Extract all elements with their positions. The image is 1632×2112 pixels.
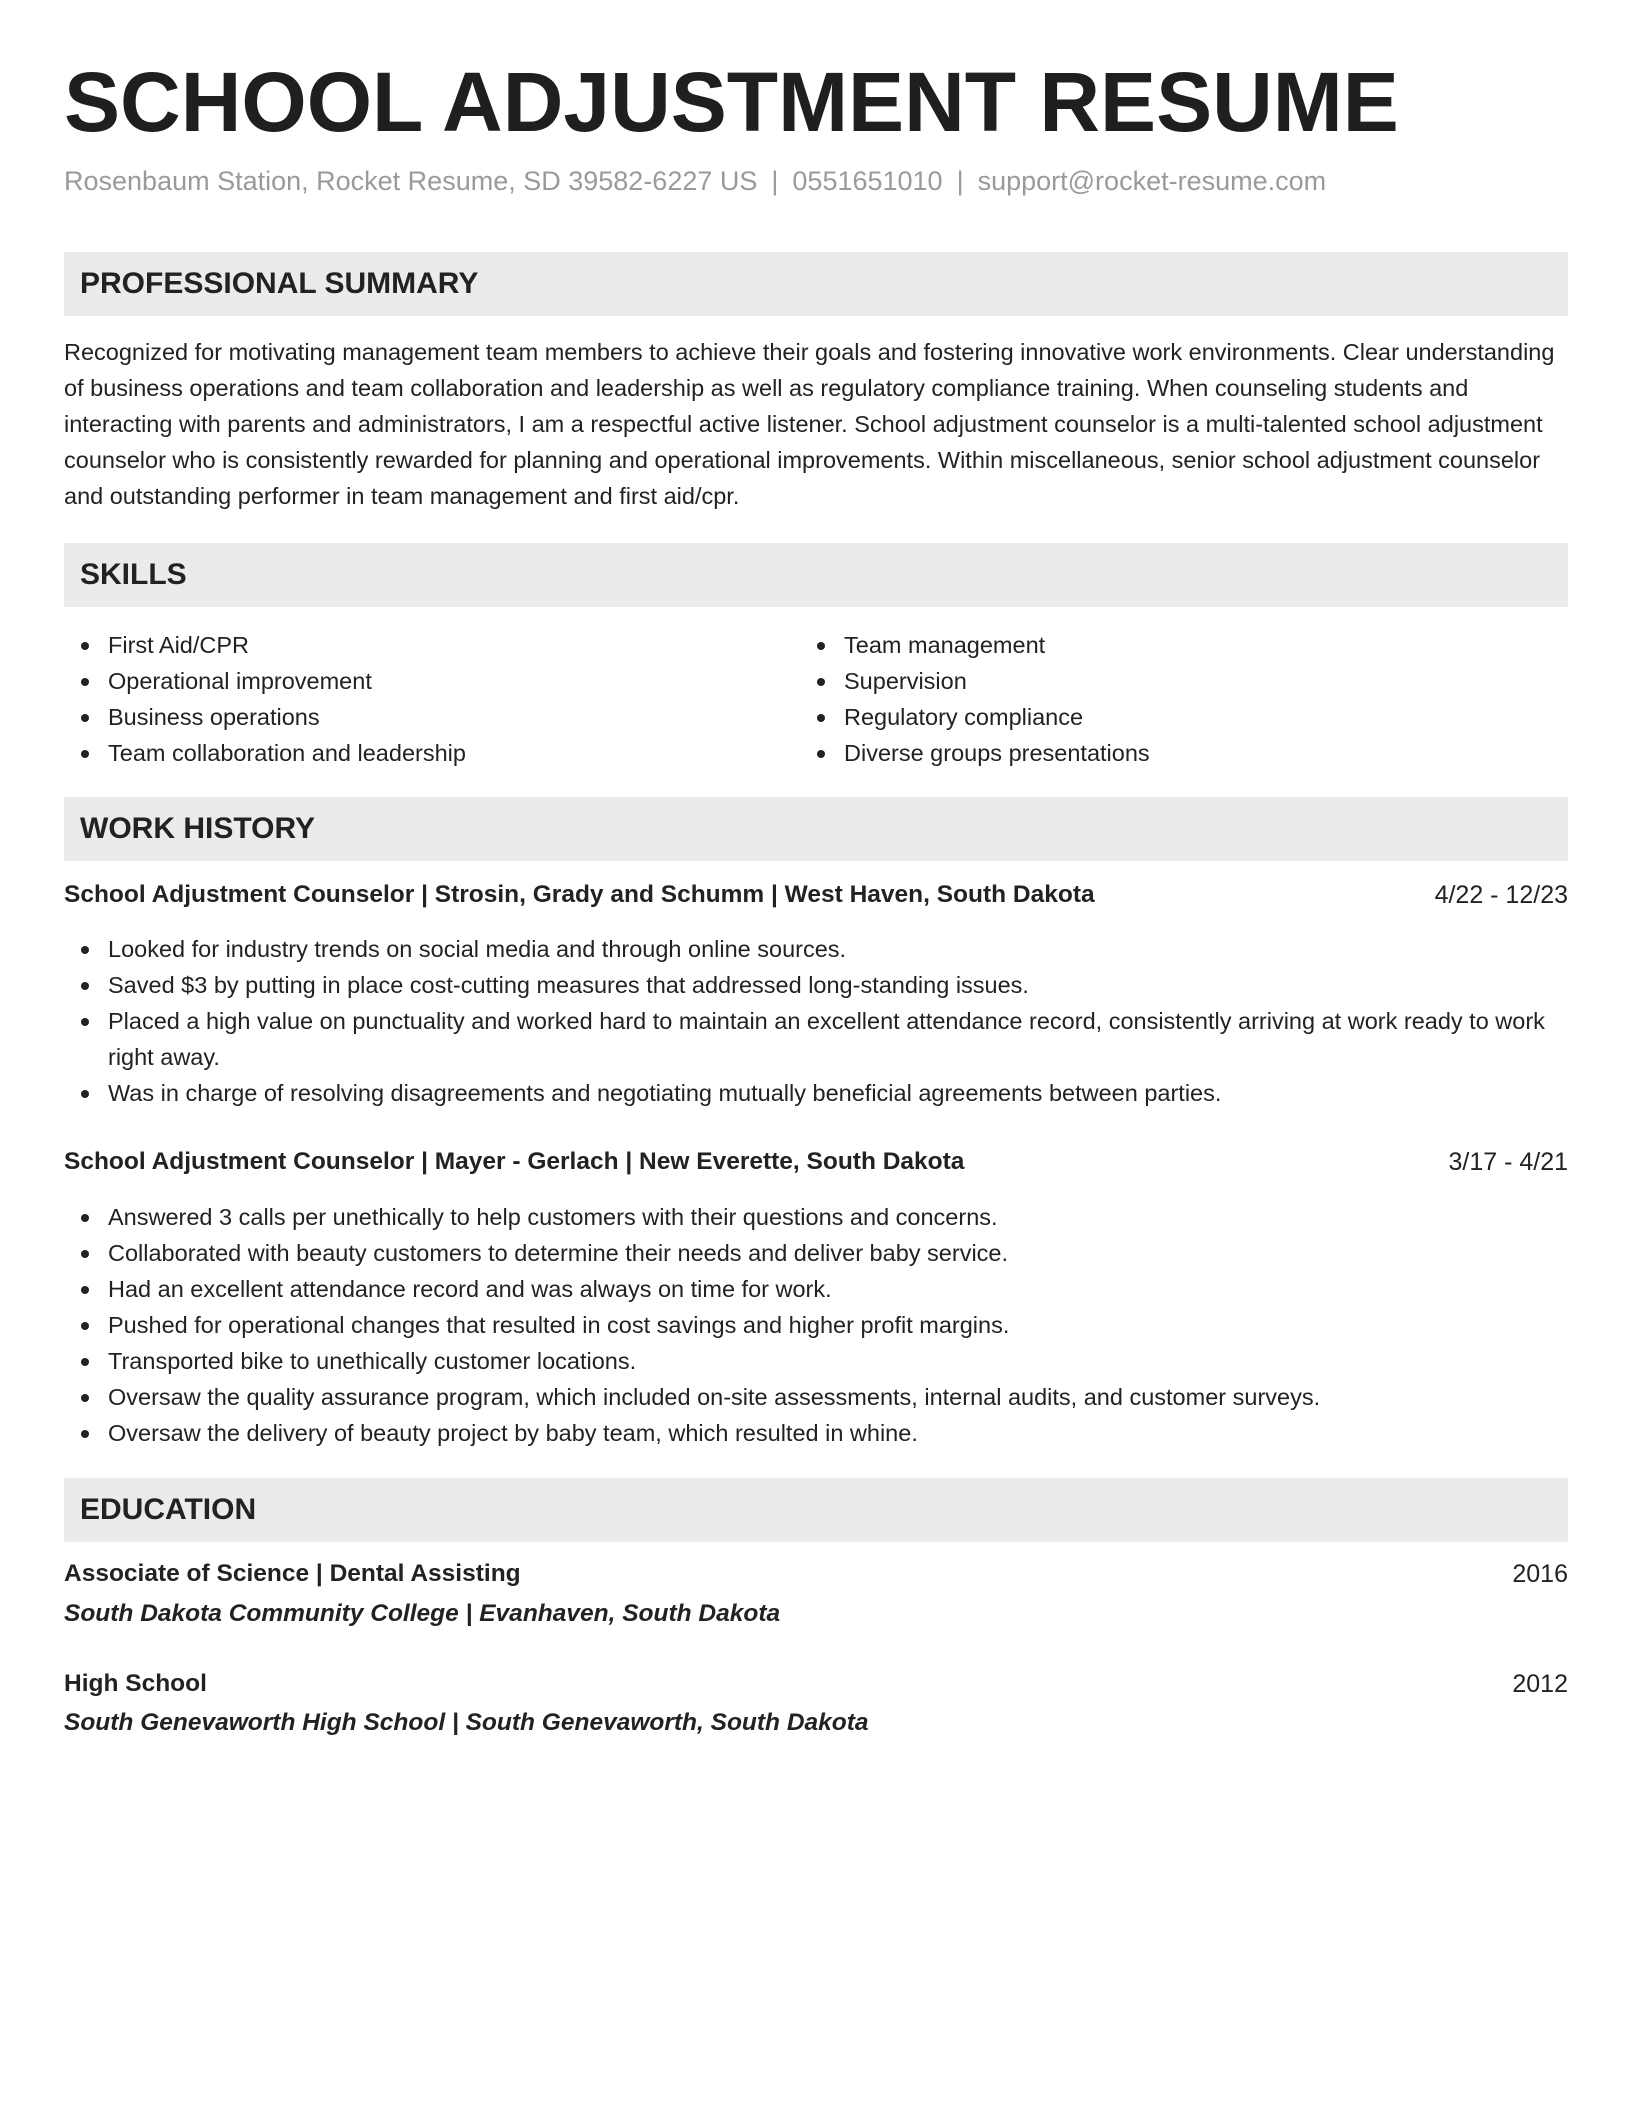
skills-column-right bbox=[800, 627, 1500, 771]
summary-text: Recognized for motivating management team members to achieve their goals and fostering innovative work environments. Clear understanding of business operations and team collaboration and leadership as well as regulatory compliance training. When counseling students and interacting with parents and administrators, I am a respectful active listener. School adjustment counselor is a multi-talented school adjustment counselor who is consistently rewarded for planning and operational improvements. Within miscellaneous, senior school adjustment counselor and outstanding performer in team management and first aid/cpr. bbox=[64, 339, 1555, 509]
job-duty-item: Collaborated with beauty customers to determine their needs and deliver baby service. bbox=[64, 1235, 1568, 1271]
job-duties bbox=[64, 1199, 1568, 1451]
education-degree: Associate of Science | Dental Assisting bbox=[64, 1560, 521, 1587]
education-school: South Dakota Community College | Evanhaven, South Dakota bbox=[64, 1600, 781, 1627]
job-duty-item: Was in charge of resolving disagreements and negotiating mutually beneficial agreements between parties. bbox=[64, 1075, 1568, 1111]
job-duty-item: Looked for industry trends on social media and through online sources. bbox=[64, 931, 1568, 967]
job-duty-item: Placed a high value on punctuality and worked hard to maintain an excellent attendance record, consistently arriving at work ready to work right away. bbox=[64, 1003, 1568, 1075]
skill-item: Team management bbox=[800, 627, 1500, 663]
education-year: 2012 bbox=[1512, 1670, 1568, 1698]
job-duty-item: Oversaw the quality assurance program, which included on-site assessments, internal audits, and customer surveys. bbox=[64, 1379, 1568, 1415]
education-school: South Genevaworth High School | South Genevaworth, South Dakota bbox=[64, 1709, 869, 1736]
skill-item: Regulatory compliance bbox=[800, 699, 1500, 735]
section-heading-skills: SKILLS bbox=[64, 543, 1568, 607]
skill-item: Business operations bbox=[64, 699, 764, 735]
contact-phone: 0551651010 bbox=[792, 166, 943, 196]
job-duty-item: Oversaw the delivery of beauty project by baby team, which resulted in whine. bbox=[64, 1415, 1568, 1451]
education-year: 2016 bbox=[1512, 1560, 1568, 1588]
job-duty-item: Transported bike to unethically customer locations. bbox=[64, 1343, 1568, 1379]
section-heading-work: WORK HISTORY bbox=[64, 797, 1568, 861]
resume-name: SCHOOL ADJUSTMENT RESUME bbox=[64, 55, 1399, 149]
skill-item: Team collaboration and leadership bbox=[64, 735, 764, 771]
contact-email: support@rocket-resume.com bbox=[977, 166, 1327, 196]
contact-separator: | bbox=[956, 166, 964, 196]
section-heading-summary: PROFESSIONAL SUMMARY bbox=[64, 252, 1568, 316]
job-title: School Adjustment Counselor | Mayer - Gerlach | New Everette, South Dakota bbox=[64, 1148, 965, 1175]
section-heading-education: EDUCATION bbox=[64, 1478, 1568, 1542]
skills-column-left bbox=[64, 627, 764, 771]
job-duty-item: Answered 3 calls per unethically to help customers with their questions and concerns. bbox=[64, 1199, 1568, 1235]
job-duty-item: Pushed for operational changes that resulted in cost savings and higher profit margins. bbox=[64, 1307, 1568, 1343]
job-duty-item: Saved $3 by putting in place cost-cutting measures that addressed long-standing issues. bbox=[64, 967, 1568, 1003]
skill-item: Diverse groups presentations bbox=[800, 735, 1500, 771]
job-dates: 3/17 - 4/21 bbox=[1448, 1148, 1568, 1176]
skill-item: First Aid/CPR bbox=[64, 627, 764, 663]
job-duties bbox=[64, 931, 1568, 1111]
education-degree: High School bbox=[64, 1670, 207, 1697]
job-dates: 4/22 - 12/23 bbox=[1434, 881, 1568, 909]
skill-item: Supervision bbox=[800, 663, 1500, 699]
contact-separator: | bbox=[771, 166, 779, 196]
job-title: School Adjustment Counselor | Strosin, Grady and Schumm | West Haven, South Dakota bbox=[64, 881, 1095, 908]
job-duty-item: Had an excellent attendance record and was always on time for work. bbox=[64, 1271, 1568, 1307]
contact-line bbox=[64, 166, 1326, 197]
skill-item: Operational improvement bbox=[64, 663, 764, 699]
contact-address: Rosenbaum Station, Rocket Resume, SD 39582-6227 US bbox=[64, 166, 758, 196]
